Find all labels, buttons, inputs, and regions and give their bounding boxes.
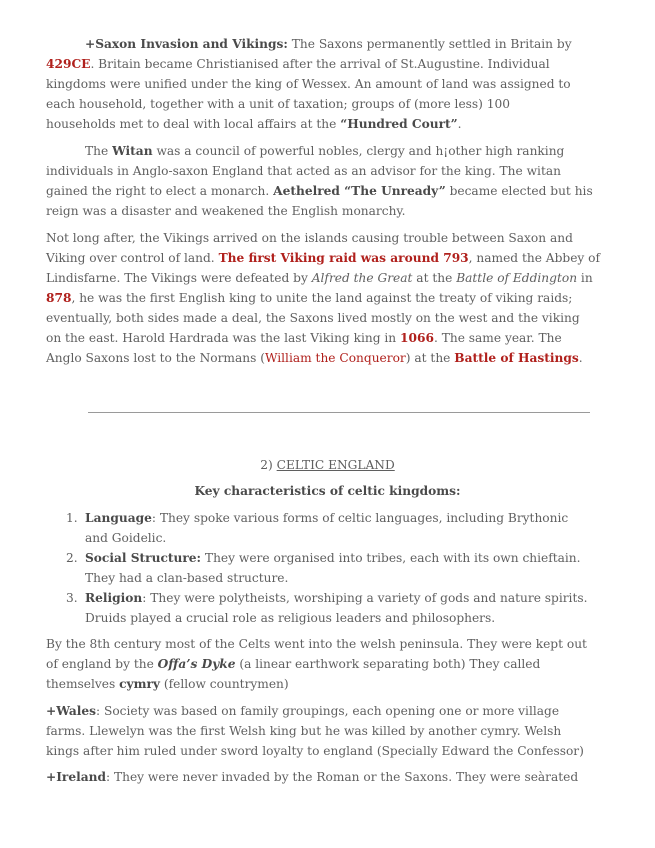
- emphasis-text: +Saxon Invasion and Vikings:: [85, 37, 288, 51]
- text-line: [85, 141, 564, 161]
- text-line: [46, 74, 571, 94]
- emphasis-text: Aethelred “The Unready”: [273, 184, 446, 198]
- text-run: and Goidelic.: [85, 531, 167, 545]
- text-run: .: [457, 117, 462, 131]
- text-run: They were organised into tribes, each with its own chieftain.: [201, 551, 581, 565]
- text-line: [85, 608, 495, 628]
- text-run: individuals in Anglo-saxon England that acted as an advisor for the king. The witan: [46, 164, 561, 178]
- emphasis-text: The first Viking raid was around 793: [218, 251, 469, 265]
- text-run: Anglo Saxons lost to the Normans (: [46, 351, 265, 365]
- emphasis-text: Offa’s Dyke: [157, 657, 236, 671]
- text-run: The Saxons permanently settled in Britain by: [287, 37, 572, 51]
- text-line: [46, 161, 561, 181]
- subheading: [0, 481, 655, 501]
- text-run: of england by the: [46, 657, 158, 671]
- text-line: [46, 114, 462, 134]
- text-run: The: [85, 144, 113, 158]
- text-line: [46, 94, 510, 114]
- text-run: households met to deal with local affairs at the: [46, 117, 341, 131]
- emphasis-text: cymry: [119, 677, 161, 691]
- list-number: 2.: [66, 551, 78, 565]
- text-line: [85, 528, 166, 548]
- text-run: reign was a disaster and weakened the English monarchy.: [46, 204, 406, 218]
- emphasis-text: 429CE: [46, 57, 91, 71]
- text-run: Viking over control of land.: [46, 251, 219, 265]
- text-run: : They spoke various forms of celtic languages, including Brythonic: [151, 511, 569, 525]
- text-run: . The same year. The: [433, 331, 562, 345]
- text-line: [46, 228, 573, 248]
- text-run: eventually, both sides made a deal, the Saxons lived mostly on the west and the viking: [46, 311, 580, 325]
- text-run: By the 8th century most of the Celts went into the welsh peninsula. They were kept out: [46, 637, 587, 651]
- text-line: [46, 328, 562, 348]
- text-line: [46, 54, 550, 74]
- emphasis-text: Battle of Hastings: [454, 351, 579, 365]
- text-run: at the: [412, 271, 457, 285]
- emphasis-text: “Hundred Court”: [340, 117, 458, 131]
- text-run: .: [578, 351, 583, 365]
- text-run: , he was the first English king to unite the land against the treaty of viking raids;: [71, 291, 573, 305]
- text-line: [46, 741, 584, 761]
- text-run: Lindisfarne. The Vikings were defeated by: [46, 271, 312, 285]
- emphasis-text: +Wales: [46, 704, 96, 718]
- text-line: [46, 181, 593, 201]
- text-line: [46, 308, 580, 328]
- text-run: 2): [260, 458, 277, 472]
- text-run: : They were never invaded by the Roman or the Saxons. They were seàrated: [106, 770, 579, 784]
- text-run: (fellow countrymen): [160, 677, 289, 691]
- text-line: [85, 34, 572, 54]
- text-line: [46, 288, 572, 308]
- emphasis-text: 1066: [400, 331, 434, 345]
- emphasis-text: 878: [46, 291, 72, 305]
- text-run: kings after him ruled under sword loyalty to england (Specially Edward the Confessor): [46, 744, 584, 758]
- emphasis-text: +Ireland: [46, 770, 106, 784]
- text-run: on the east. Harold Hardrada was the last Viking king in: [46, 331, 401, 345]
- horizontal-divider: [88, 412, 590, 413]
- text-run: , named the Abbey of: [468, 251, 601, 265]
- text-run: gained the right to elect a monarch.: [46, 184, 274, 198]
- text-line: [46, 248, 600, 268]
- emphasis-text: Religion: [85, 591, 143, 605]
- text-run: ) at the: [405, 351, 455, 365]
- text-line: [85, 588, 588, 608]
- text-line: [46, 721, 561, 741]
- text-run: was a council of powerful nobles, clergy and h¡other high ranking: [152, 144, 565, 158]
- text-run: each household, together with a unit of taxation; groups of (more less) 100: [46, 97, 511, 111]
- text-line: [46, 348, 583, 368]
- text-line: [46, 634, 587, 654]
- emphasis-text: William the Conqueror: [264, 351, 406, 365]
- list-number: 3.: [66, 591, 78, 605]
- text-line: [46, 654, 540, 674]
- emphasis-text: Social Structure:: [85, 551, 202, 565]
- text-run: Not long after, the Vikings arrived on the islands causing trouble between Saxon and: [46, 231, 573, 245]
- text-line: [46, 674, 289, 694]
- text-line: [46, 701, 559, 721]
- emphasis-text: CELTIC ENGLAND: [276, 458, 395, 472]
- text-line: [85, 548, 581, 568]
- text-run: . Britain became Christianised after the arrival of St.Augustine. Individual: [90, 57, 550, 71]
- emphasis-text: Witan: [112, 144, 153, 158]
- text-line: [85, 508, 568, 528]
- text-line: [46, 201, 406, 221]
- text-run: in: [577, 271, 593, 285]
- text-run: kingdoms were unified under the king of Wessex. An amount of land was assigned to: [46, 77, 571, 91]
- list-number: 1.: [66, 511, 78, 525]
- emphasis-text: Battle of Eddington: [456, 271, 578, 285]
- text-run: farms. Llewelyn was the first Welsh king but he was killed by another cymry. Welsh: [46, 724, 562, 738]
- emphasis-text: Alfred the Great: [311, 271, 413, 285]
- emphasis-text: Key characteristics of celtic kingdoms:: [194, 484, 461, 498]
- text-run: became elected but his: [445, 184, 593, 198]
- section-heading: [0, 455, 655, 475]
- text-line: [85, 568, 288, 588]
- text-run: themselves: [46, 677, 120, 691]
- text-line: [46, 268, 593, 288]
- emphasis-text: Language: [85, 511, 152, 525]
- text-run: Druids played a crucial role as religious leaders and philosophers.: [85, 611, 496, 625]
- text-run: (a linear earthwork separating both) They called: [235, 657, 541, 671]
- text-run: They had a clan-based structure.: [85, 571, 289, 585]
- text-run: : They were polytheists, worshiping a variety of gods and nature spirits.: [142, 591, 588, 605]
- text-line: [46, 767, 578, 787]
- text-run: : Society was based on family groupings, each opening one or more village: [95, 704, 560, 718]
